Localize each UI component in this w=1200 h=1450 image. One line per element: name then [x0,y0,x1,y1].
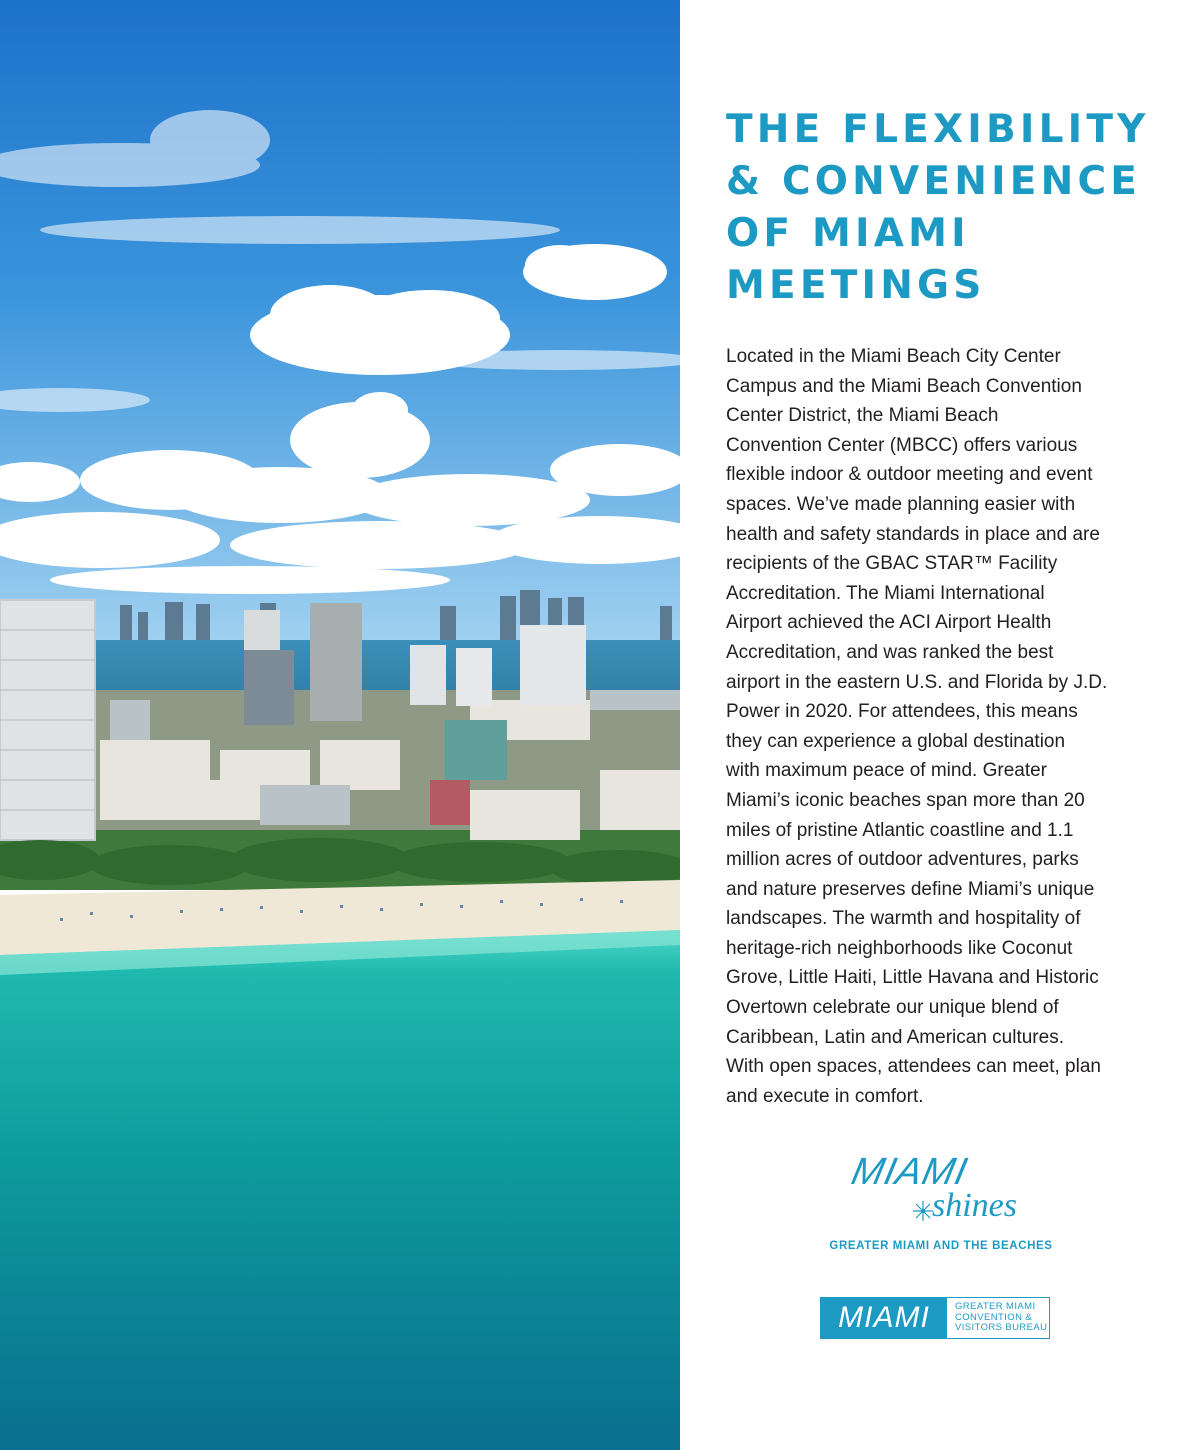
body-line: miles of pristine Atlantic coastline and 1.1 [726,819,1074,841]
body-line: spaces. We’ve made planning easier with [726,493,1076,515]
body-line: Power in 2020. For attendees, this means [726,701,1078,723]
body-line: Campus and the Miami Beach Convention [726,375,1082,397]
body-line: Caribbean, Latin and American cultures. [726,1026,1064,1048]
headline-line: MEETINGS [726,263,986,308]
body-line: With open spaces, attendees can meet, plan [726,1056,1101,1078]
gmcvb-logo-line: VISITORS BUREAU [955,1322,1048,1333]
body-line: they can experience a global destination [726,730,1066,752]
body-line: airport in the eastern U.S. and Florida by J.D. [726,671,1108,693]
headline-line: THE FLEXIBILITY [726,107,1150,152]
body-line: flexible indoor & outdoor meeting and event [726,464,1093,486]
body-line: Accreditation. The Miami International [726,582,1045,604]
gmcvb-logo-mark: MIAMI [821,1298,947,1338]
body-line: and execute in comfort. [726,1085,924,1107]
body-line: Center District, the Miami Beach [726,405,999,427]
gmcvb-logo-line: CONVENTION & [955,1311,1033,1323]
gmcvb-logo [820,1297,1050,1339]
body-line: health and safety standards in place and are [726,523,1100,545]
logo-word-miami: MIAMI [847,1151,972,1193]
sparkle-star-icon [912,1200,934,1222]
body-paragraph [726,342,1166,1111]
logo-word-shines: shines [932,1187,1017,1224]
body-line: with maximum peace of mind. Greater [726,760,1048,782]
miami-shines-logo [820,1152,1060,1262]
gmcvb-logo-line: GREATER MIAMI [955,1301,1036,1312]
body-line: Located in the Miami Beach City Center [726,346,1061,367]
logo-tagline: GREATER MIAMI AND THE BEACHES [829,1240,1053,1252]
body-line: Miami’s iconic beaches span more than 20 [726,789,1085,811]
headline-line: & CONVENIENCE [726,159,1142,204]
body-line: Overtown celebrate our unique blend of [726,997,1059,1019]
body-line: Convention Center (MBCC) offers various [726,434,1078,456]
body-line: Grove, Little Haiti, Little Havana and Historic [726,967,1099,989]
gmcvb-logo-text [947,1298,1047,1338]
body-line: recipients of the GBAC STAR™ Facility [726,553,1058,575]
body-line: landscapes. The warmth and hospitality of [726,908,1081,930]
body-line: Accreditation, and was ranked the best [726,641,1054,663]
body-line: and nature preserves define Miami’s unique [726,878,1095,900]
body-line: heritage-rich neighborhoods like Coconut [726,937,1073,959]
headline-line: OF MIAMI [726,211,970,256]
page-headline [726,104,1166,312]
body-line: Airport achieved the ACI Airport Health [726,612,1052,634]
text-column [726,104,1166,1111]
body-line: million acres of outdoor adventures, parks [726,849,1079,871]
